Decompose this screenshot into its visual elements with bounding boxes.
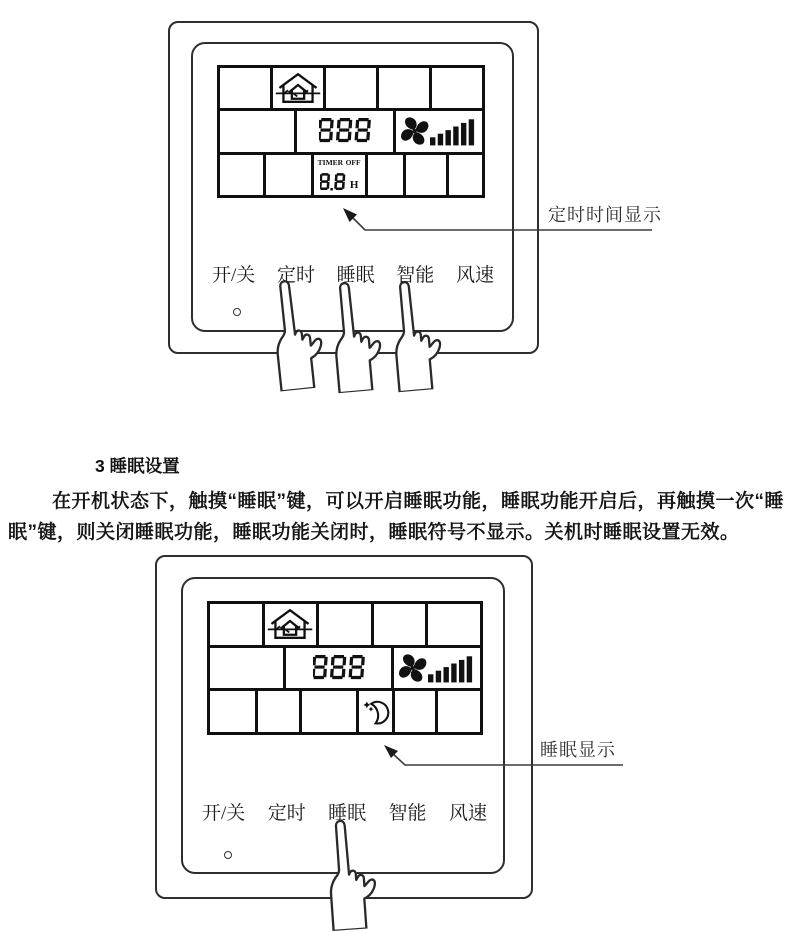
sleep-button[interactable]: 睡眠	[328, 803, 367, 824]
display-row-2	[220, 111, 482, 151]
display-cell	[302, 691, 356, 732]
pointing-hand-icon	[317, 816, 383, 932]
timer-off-label: OFF	[345, 157, 361, 167]
display-cell	[220, 155, 263, 195]
display-cell	[449, 155, 482, 195]
smart-button[interactable]: 智能	[396, 265, 435, 286]
display-cell	[266, 155, 310, 195]
power-button[interactable]: 开/关	[202, 803, 246, 824]
fan-speed-icon	[399, 113, 479, 149]
display-cell	[326, 68, 376, 108]
seven-segment-timer-value	[320, 173, 348, 191]
display-cell	[210, 604, 262, 645]
house-airflow-icon	[267, 606, 313, 642]
display-cell	[210, 691, 255, 732]
display-cell	[432, 68, 482, 108]
display-cell	[258, 691, 300, 732]
timer-time-callout-label: 定时时间显示	[548, 205, 662, 225]
display-cell	[379, 68, 429, 108]
sleep-moon-icon	[361, 697, 391, 727]
display-cell	[395, 691, 435, 732]
display-row-3	[210, 691, 480, 732]
display-cell	[210, 648, 283, 689]
display-cell	[438, 691, 480, 732]
display-row-1	[210, 604, 480, 645]
display-cell	[319, 604, 371, 645]
indicator-led	[233, 308, 241, 316]
indicator-led	[224, 851, 232, 859]
sleep-button[interactable]: 睡眠	[336, 265, 375, 286]
seven-segment-888	[319, 118, 371, 144]
lcd-display-grid-bottom	[207, 601, 483, 735]
fan-speed-display	[396, 111, 482, 151]
pointing-hand-icon	[321, 278, 389, 395]
timer-button[interactable]: 定时	[276, 265, 315, 286]
body-text-line-2: 眠”键，则关闭睡眠功能，睡眠功能关闭时，睡眠符号不显示。关机时睡眠设置无效。	[8, 522, 740, 543]
timer-label: TIMER	[317, 157, 344, 167]
sleep-indicator-cell	[359, 691, 392, 732]
display-cell	[220, 111, 294, 151]
display-cell	[428, 604, 480, 645]
temperature-display	[286, 648, 391, 689]
house-airflow-icon	[275, 70, 321, 106]
body-text-line-1: 在开机状态下，触摸“睡眠”键，可以开启睡眠功能，睡眠功能开启后，再触摸一次“睡	[52, 491, 785, 512]
smart-button[interactable]: 智能	[388, 803, 427, 824]
pointing-hand-icon	[261, 275, 330, 392]
power-button[interactable]: 开/关	[212, 265, 256, 286]
timer-display	[314, 155, 365, 195]
display-row-3	[220, 155, 482, 195]
display-cell-house	[273, 68, 323, 108]
display-cell	[406, 155, 446, 195]
lcd-display-grid-top	[217, 65, 485, 198]
fan-speed-icon	[397, 650, 477, 686]
display-cell	[374, 604, 426, 645]
display-cell	[220, 68, 270, 108]
display-row-1	[220, 68, 482, 108]
display-cell-house	[265, 604, 317, 645]
fanspeed-button[interactable]: 风速	[448, 803, 487, 824]
display-cell	[368, 155, 404, 195]
sleep-display-callout-label: 睡眠显示	[540, 740, 616, 760]
timer-unit: H	[349, 178, 359, 191]
section-heading: 3 睡眠设置	[95, 456, 180, 476]
timer-button[interactable]: 定时	[267, 803, 306, 824]
temperature-display	[297, 111, 393, 151]
fanspeed-button[interactable]: 风速	[455, 265, 494, 286]
fan-speed-display	[394, 648, 480, 689]
display-row-2	[210, 648, 480, 689]
pointing-hand-icon	[381, 277, 449, 394]
seven-segment-888	[313, 655, 365, 681]
